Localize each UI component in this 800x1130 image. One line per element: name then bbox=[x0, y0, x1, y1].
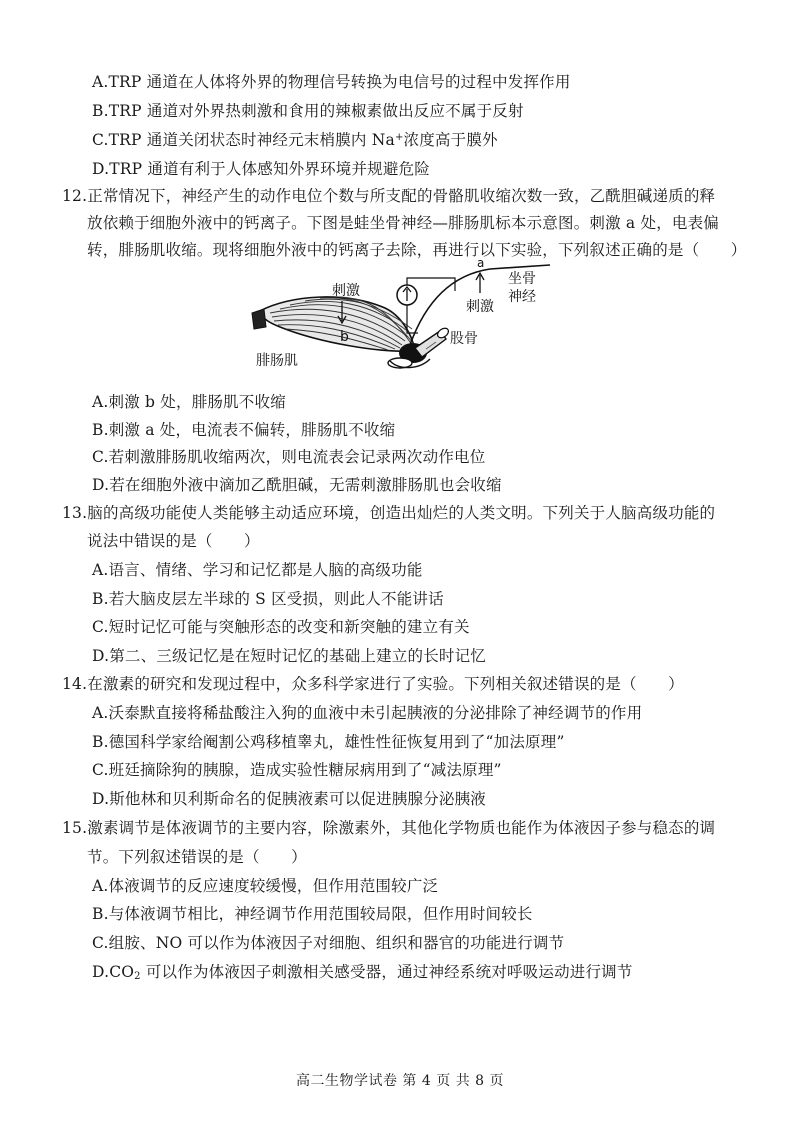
q15-option-d-text: 可以作为体液因子刺激相关感受器，通过神经系统对呼吸运动进行调节 bbox=[140, 963, 633, 981]
q15-option-a: A.体液调节的反应速度较缓慢，但作用范围较广泛 bbox=[92, 877, 439, 895]
page-footer: 高二生物学试卷 第 4 页 共 8 页 bbox=[295, 1073, 504, 1089]
q12-option-d: D.若在细胞外液中滴加乙酰胆碱，无需刺激腓肠肌也会收缩 bbox=[92, 476, 502, 494]
q15-stem-line-1: 15.激素调节是体液调节的主要内容，除激素外，其他化学物质也能作为体液因子参与稳态的调 bbox=[62, 819, 716, 837]
q15-option-d bbox=[92, 961, 633, 983]
q11-option-b: B.TRP 通道对外界热刺激和食用的辣椒素做出反应不属于反射 bbox=[92, 102, 524, 120]
q13-stem-line-1: 13.脑的高级功能使人类能够主动适应环境，创造出灿烂的人类文明。下列关于人脑高级功能的 bbox=[62, 504, 716, 522]
label-gastrocnemius: 腓肠肌 bbox=[256, 353, 298, 369]
q14-option-a: A.沃泰默直接将稀盐酸注入狗的血液中未引起胰液的分泌排除了神经调节的作用 bbox=[92, 704, 643, 722]
nerve-muscle-diagram bbox=[250, 253, 560, 383]
subscript-two: 2 bbox=[134, 971, 141, 982]
q13-option-d: D.第二、三级记忆是在短时记忆的基础上建立的长时记忆 bbox=[92, 647, 487, 665]
gastrocnemius-muscle-shape bbox=[252, 297, 415, 351]
superscript-plus: + bbox=[394, 132, 404, 143]
q12-stem-line-3: 转，腓肠肌收缩。现将细胞外液中的钙离子去除，再进行以下实验，下列叙述正确的是（ ） bbox=[87, 241, 747, 259]
q15-option-c: C.组胺、NO 可以作为体液因子对细胞、组织和器官的功能进行调节 bbox=[92, 934, 565, 952]
q12-option-c: C.若刺激腓肠肌收缩两次，则电流表会记录两次动作电位 bbox=[92, 448, 486, 466]
q12-option-b: B.刺激 a 处，电流表不偏转，腓肠肌不收缩 bbox=[92, 421, 396, 439]
q12-option-a: A.刺激 b 处，腓肠肌不收缩 bbox=[92, 393, 286, 411]
q14-option-d: D.斯他林和贝利斯命名的促胰液素可以促进胰腺分泌胰液 bbox=[92, 790, 487, 808]
label-sciatic-line-1: 坐骨 bbox=[508, 271, 536, 287]
q13-option-c: C.短时记忆可能与突触形态的改变和新突触的建立有关 bbox=[92, 618, 470, 636]
q13-option-b: B.若大脑皮层左半球的 S 区受损，则此人不能讲话 bbox=[92, 590, 444, 608]
label-stimulate-right: 刺激 bbox=[466, 299, 494, 315]
label-point-b: b bbox=[340, 329, 349, 345]
q13-stem-line-2: 说法中错误的是（ ） bbox=[87, 532, 260, 550]
label-sciatic-line-2: 神经 bbox=[508, 289, 536, 305]
q15-stem-line-2: 节。下列叙述错误的是（ ） bbox=[87, 848, 307, 866]
label-stimulate-left: 刺激 bbox=[332, 283, 360, 299]
q14-option-b: B.德国科学家给阉割公鸡移植睾丸，雄性性征恢复用到了“加法原理” bbox=[92, 733, 565, 751]
q15-option-b: B.与体液调节相比，神经调节作用范围较局限，但作用时间较长 bbox=[92, 905, 533, 923]
q11-option-c-text-tail: 浓度高于膜外 bbox=[403, 131, 498, 149]
q13-option-a: A.语言、情绪、学习和记忆都是人脑的高级功能 bbox=[92, 561, 423, 579]
q14-stem-line-1: 14.在激素的研究和发现过程中，众多科学家进行了实验。下列相关叙述错误的是（ ） bbox=[62, 675, 684, 693]
q12-stem-line-1: 12.正常情况下，神经产生的动作电位个数与所支配的骨骼肌收缩次数一致，乙酰胆碱递质的释 bbox=[62, 187, 716, 205]
nerve-muscle-figure bbox=[250, 253, 560, 383]
q15-option-d-prefix: D.CO bbox=[92, 963, 135, 981]
label-point-a: a bbox=[477, 256, 485, 270]
q11-option-c-text: C.TRP 通道关闭状态时神经元末梢膜内 Na bbox=[92, 131, 395, 149]
q14-option-c: C.班廷摘除狗的胰腺，造成实验性糖尿病用到了“减法原理” bbox=[92, 761, 502, 779]
q11-option-c bbox=[92, 129, 498, 151]
q11-option-a: A.TRP 通道在人体将外界的物理信号转换为电信号的过程中发挥作用 bbox=[92, 73, 571, 91]
q11-option-d: D.TRP 通道有利于人体感知外界环境并规避危险 bbox=[92, 160, 430, 178]
femur-bone-shape bbox=[415, 326, 450, 357]
stimulus-arrow-a-icon bbox=[476, 273, 484, 293]
q12-stem-line-2: 放依赖于细胞外液中的钙离子。下图是蛙坐骨神经—腓肠肌标本示意图。刺激 a 处，电表偏 bbox=[87, 214, 719, 232]
label-femur: 股骨 bbox=[450, 331, 478, 347]
